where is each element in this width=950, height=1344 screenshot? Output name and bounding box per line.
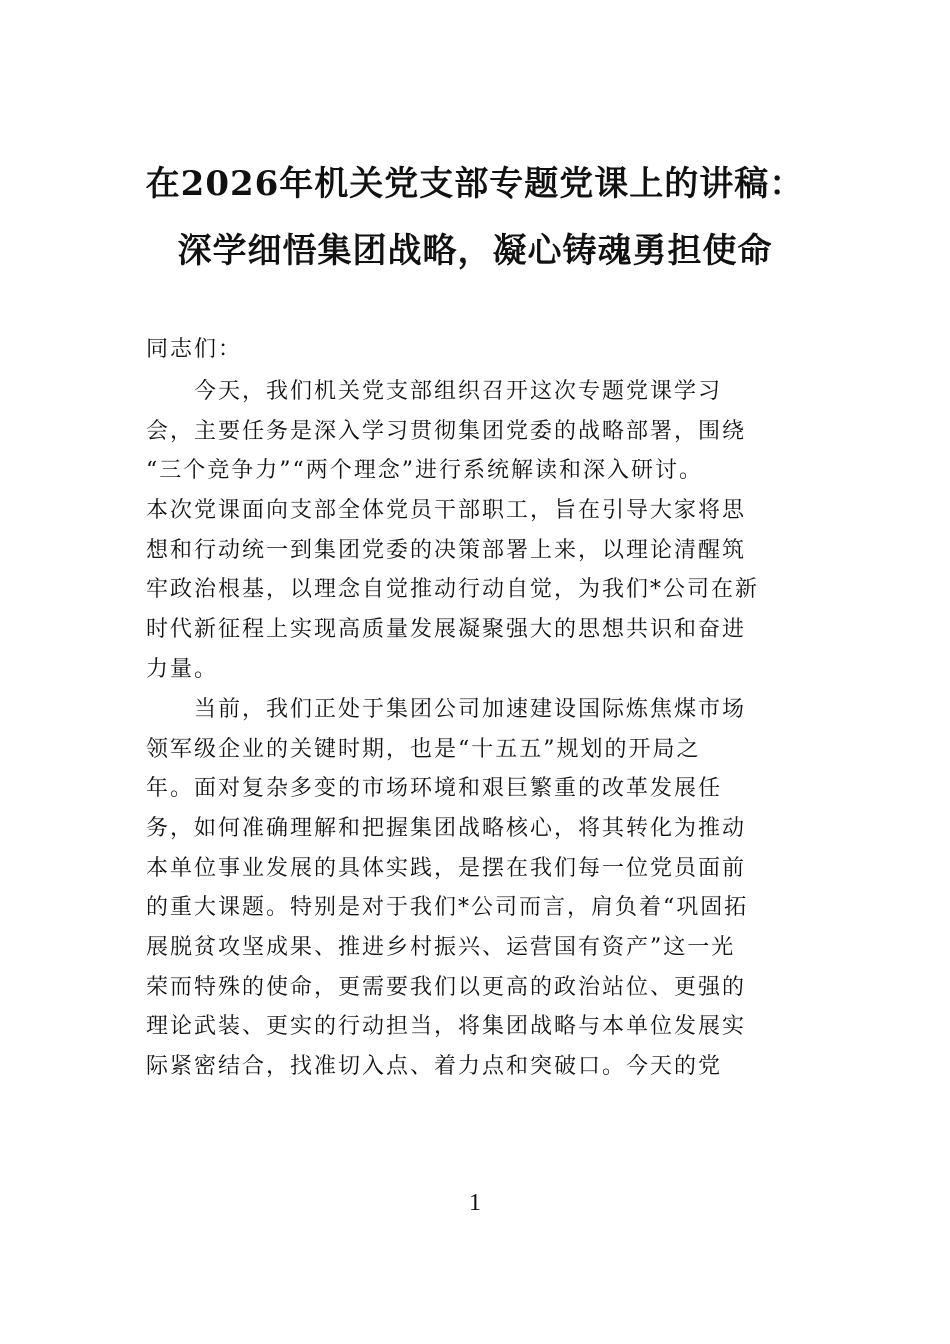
- page-number: 1: [469, 1190, 481, 1216]
- body-line: 际紧密结合，找准切入点、着力点和突破口。今天的党: [146, 1054, 723, 1079]
- body-line: “三个竞争力”“两个理念”进行系统解读和深入研讨。: [146, 458, 703, 483]
- body-line: 想和行动统一到集团党委的决策部署上来，以理论清醒筑: [146, 538, 747, 563]
- body-line: 牢政治根基，以理念自觉推动行动自觉，为我们*公司在新: [146, 577, 760, 602]
- body-line: 理论武装、更实的行动担当，将集团战略与本单位发展实: [146, 1014, 747, 1039]
- body-line: 年。面对复杂多变的市场环境和艰巨繁重的改革发展任: [146, 776, 723, 801]
- body-line: 今天，我们机关党支部组织召开这次专题党课学习: [146, 379, 723, 404]
- body-line: 时代新征程上实现高质量发展凝聚强大的思想共识和奋进: [146, 617, 747, 642]
- body-line: 当前，我们正处于集团公司加速建设国际炼焦煤市场: [146, 697, 747, 722]
- body-line: 力量。: [146, 657, 219, 682]
- body-line: 会，主要任务是深入学习贯彻集团党委的战略部署，围绕: [146, 419, 747, 444]
- body-line: 本单位事业发展的具体实践，是摆在我们每一位党员面前: [146, 856, 747, 881]
- document-title-line-2: 深学细悟集团战略，凝心铸魂勇担使命: [177, 231, 773, 271]
- body-line: 的重大课题。特别是对于我们*公司而言，肩负着“巩固拓: [146, 895, 749, 920]
- body-line: 本次党课面向支部全体党员干部职工，旨在引导大家将思: [146, 498, 747, 523]
- body-line: 荣而特殊的使命，更需要我们以更高的政治站位、更强的: [146, 975, 747, 1000]
- body-line: 展脱贫攻坚成果、推进乡村振兴、运营国有资产”这一光: [146, 935, 736, 960]
- salutation: 同志们：: [146, 337, 243, 362]
- body-line: 领军级企业的关键时期，也是“十五五”规划的开局之: [146, 737, 701, 762]
- body-line: 务，如何准确理解和把握集团战略核心，将其转化为推动: [146, 816, 747, 841]
- document-title-line-1: 在2026年机关党支部专题党课上的讲稿：: [145, 164, 805, 204]
